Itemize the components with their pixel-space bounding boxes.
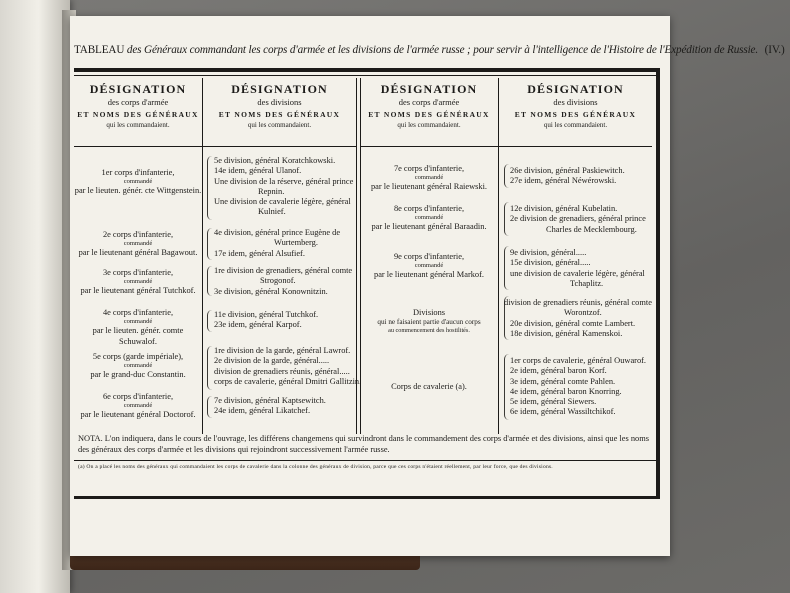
corps-name: 9e corps d'infanterie, [393, 252, 465, 261]
corps-general: par le lieutenant général Raiewski. [370, 182, 488, 192]
corps-commanded: commandé [123, 402, 153, 410]
division-line: Wurtemberg. [274, 238, 318, 248]
corps-commanded: commandé [123, 278, 153, 286]
corps-name: 5e corps (garde impériale), [92, 352, 184, 361]
corps-entry [360, 382, 498, 392]
division-line: 18e division, général Kamenskoi. [510, 328, 623, 338]
division-line: 24e idem, général Likatchef. [214, 406, 311, 416]
corps-entry [74, 392, 202, 421]
corps-name: 8e corps d'infanterie, [393, 204, 465, 213]
division-line: 3e idem, général comte Pahlen. [510, 376, 616, 386]
corps-general: par le lieutenant général Baraadin. [371, 222, 487, 232]
facing-page [0, 0, 70, 593]
division-group [504, 298, 652, 339]
division-line: 6e idem, général Wassiltchikof. [510, 407, 616, 417]
header-title: DÉSIGNATION [527, 82, 624, 96]
division-group [510, 166, 625, 187]
corps-name: 7e corps d'infanterie, [393, 164, 465, 173]
corps-note: qui ne faisaient partie d'aucun corps [377, 318, 481, 327]
corps-commanded: commandé [414, 174, 444, 182]
corps-name: 4e corps d'infanterie, [102, 308, 174, 317]
corps-name: Divisions [412, 308, 446, 317]
division-line: division de grenadiers réunis, général..... [214, 366, 350, 376]
corps-entry [74, 352, 202, 381]
division-line: Une division de la réserve, général prince [214, 176, 354, 186]
header-note: qui les commandaient. [106, 121, 170, 129]
division-line: 1re division de grenadiers, général comte [214, 266, 353, 275]
header-rule-1 [74, 146, 202, 147]
header-rule-3 [360, 146, 498, 147]
page-title [74, 44, 785, 56]
corps-entry [74, 268, 202, 297]
division-group [214, 228, 340, 259]
header-names: ET NOMS DES GÉNÉRAUX [77, 110, 199, 119]
corps-entry [74, 230, 202, 259]
header-sub: des divisions [553, 97, 598, 107]
corps-entry [360, 164, 498, 193]
division-group [214, 156, 353, 218]
header-title: DÉSIGNATION [231, 82, 328, 96]
division-group [510, 204, 646, 235]
division-line: Une division de cavalerie légère, général [214, 197, 351, 207]
division-line: 3e division, général Konownitzin. [214, 286, 328, 296]
division-line: Strogonof. [260, 276, 296, 286]
header-col-1 [74, 82, 202, 130]
corps-entry [74, 308, 202, 347]
header-sub: des corps d'armée [398, 97, 460, 107]
division-line: 12e division, général Kubelatin. [510, 204, 618, 213]
table-top-rule [74, 75, 656, 76]
header-names: ET NOMS DES GÉNÉRAUX [218, 110, 341, 119]
header-title: DÉSIGNATION [380, 82, 478, 96]
division-line: 2e division de la garde, général..... [214, 356, 330, 366]
corps-general: par le lieutenant général Markof. [374, 270, 484, 280]
division-line: 5e division, général Koratchkowski. [214, 156, 336, 165]
division-group [214, 346, 361, 387]
header-col-3 [360, 82, 498, 130]
division-line: 23e idem, général Karpof. [214, 320, 302, 330]
nota-text: NOTA. L'on indiquera, dans le cours de l'ouvrage, les différens changemens qui survindront dans le commandement des corps d'armée et des divisions, ainsi que les noms des généraux des corps d'armée et les divisions qui rejoindront successivement l'armée russe. [78, 434, 649, 454]
footnote: (a) On a placé les noms des généraux qui commandaient les corps de cavalerie dans la colonne des généraux de division, parce que ces corps n'étaient réellement, par leur force, que des divisions. [78, 464, 553, 470]
division-line: division de grenadiers réunis, général comte [504, 298, 652, 307]
corps-note: au commencement des hostilités. [388, 327, 470, 335]
division-line: Charles de Mecklembourg. [546, 224, 637, 234]
plate-number: (IV.) [764, 44, 785, 56]
corps-entry [360, 252, 498, 281]
division-line: une division de cavalerie légère, général [510, 268, 645, 278]
header-rule-2 [203, 146, 356, 147]
division-line: Tchaplitz. [570, 278, 604, 288]
column-rule-3 [498, 78, 499, 434]
division-group [510, 356, 646, 418]
division-line: 5e idem, général Siewers. [510, 397, 597, 407]
division-group [214, 266, 352, 297]
division-line: 27e idem, général Néwérowski. [510, 176, 617, 186]
division-line: 2e idem, général baron Korf. [510, 366, 607, 376]
corps-general: par le lieuten. génér. comte Schuwalof. [92, 326, 184, 346]
column-rule-1 [202, 78, 203, 434]
corps-name: Corps de cavalerie (a). [391, 382, 467, 391]
division-line: 1er corps de cavalerie, général Ouwarof. [510, 356, 647, 365]
corps-general: par le lieutenant général Bagawout. [78, 248, 198, 258]
corps-name: 6e corps d'infanterie, [102, 392, 174, 401]
header-note: qui les commandaient. [397, 121, 461, 129]
corps-general: par le lieuten. génér. cte Wittgenstein. [74, 186, 202, 196]
header-names: ET NOMS DES GÉNÉRAUX [514, 110, 637, 119]
header-note: qui les commandaient. [247, 121, 312, 129]
division-group [214, 396, 326, 417]
division-line: 1re division de la garde, général Lawrof. [214, 346, 351, 355]
header-sub: des corps d'armée [107, 97, 169, 107]
header-note: qui les commandaient. [543, 121, 608, 129]
corps-entry [360, 204, 498, 233]
corps-commanded: commandé [123, 240, 153, 248]
division-line: Repnin. [258, 186, 285, 196]
title-lead: TABLEAU [74, 44, 125, 56]
corps-general: par le grand-duc Constantin. [90, 370, 186, 380]
corps-name: 1er corps d'infanterie, [101, 168, 175, 177]
division-line: corps de cavalerie, général Dmitri Gallitzin. [214, 376, 362, 386]
division-line: 7e division, général Kaptsewitch. [214, 396, 326, 405]
corps-commanded: commandé [414, 214, 444, 222]
division-line: 17e idem, général Alsufief. [214, 248, 305, 258]
division-line: 2e division de grenadiers, général prince [510, 214, 646, 224]
division-line: Worontzof. [564, 308, 602, 318]
division-line: 9e division, général..... [510, 248, 587, 257]
corps-entry [360, 308, 498, 335]
header-col-4 [499, 82, 652, 130]
nota-rule [74, 460, 656, 461]
header-title: DÉSIGNATION [89, 82, 187, 96]
corps-commanded: commandé [123, 178, 153, 186]
division-line: 4e idem, général baron Knorring. [510, 386, 622, 396]
corps-general: par le lieutenant général Doctorof. [80, 410, 196, 420]
division-line: 15e division, général..... [510, 258, 591, 268]
header-sub: des divisions [257, 97, 302, 107]
corps-commanded: commandé [123, 318, 153, 326]
division-line: 11e division, général Tutchkof. [214, 310, 319, 319]
division-group [510, 248, 645, 289]
division-group [214, 310, 318, 331]
division-line: 14e idem, général Ulanof. [214, 166, 302, 176]
header-rule-4 [499, 146, 652, 147]
corps-entry [74, 168, 202, 197]
division-line: 20e division, général comte Lambert. [510, 318, 636, 328]
corps-commanded: commandé [414, 262, 444, 270]
header-names: ET NOMS DES GÉNÉRAUX [368, 110, 490, 119]
header-col-2 [203, 82, 356, 130]
corps-name: 2e corps d'infanterie, [102, 230, 174, 239]
division-line: 4e division, général prince Eugène de [214, 228, 341, 237]
division-line: Kulnief. [258, 207, 286, 217]
division-line: 26e division, général Paskiewitch. [510, 166, 625, 175]
corps-name: 3e corps d'infanterie, [102, 268, 174, 277]
corps-general: par le lieutenant général Tutchkof. [80, 286, 196, 296]
title-text: des Généraux commandant les corps d'armée et les divisions de l'armée russe ; pour servir à l'intelligence de l'Histoire de l'Expédition de Russie. [124, 44, 759, 56]
corps-commanded: commandé [123, 362, 153, 370]
